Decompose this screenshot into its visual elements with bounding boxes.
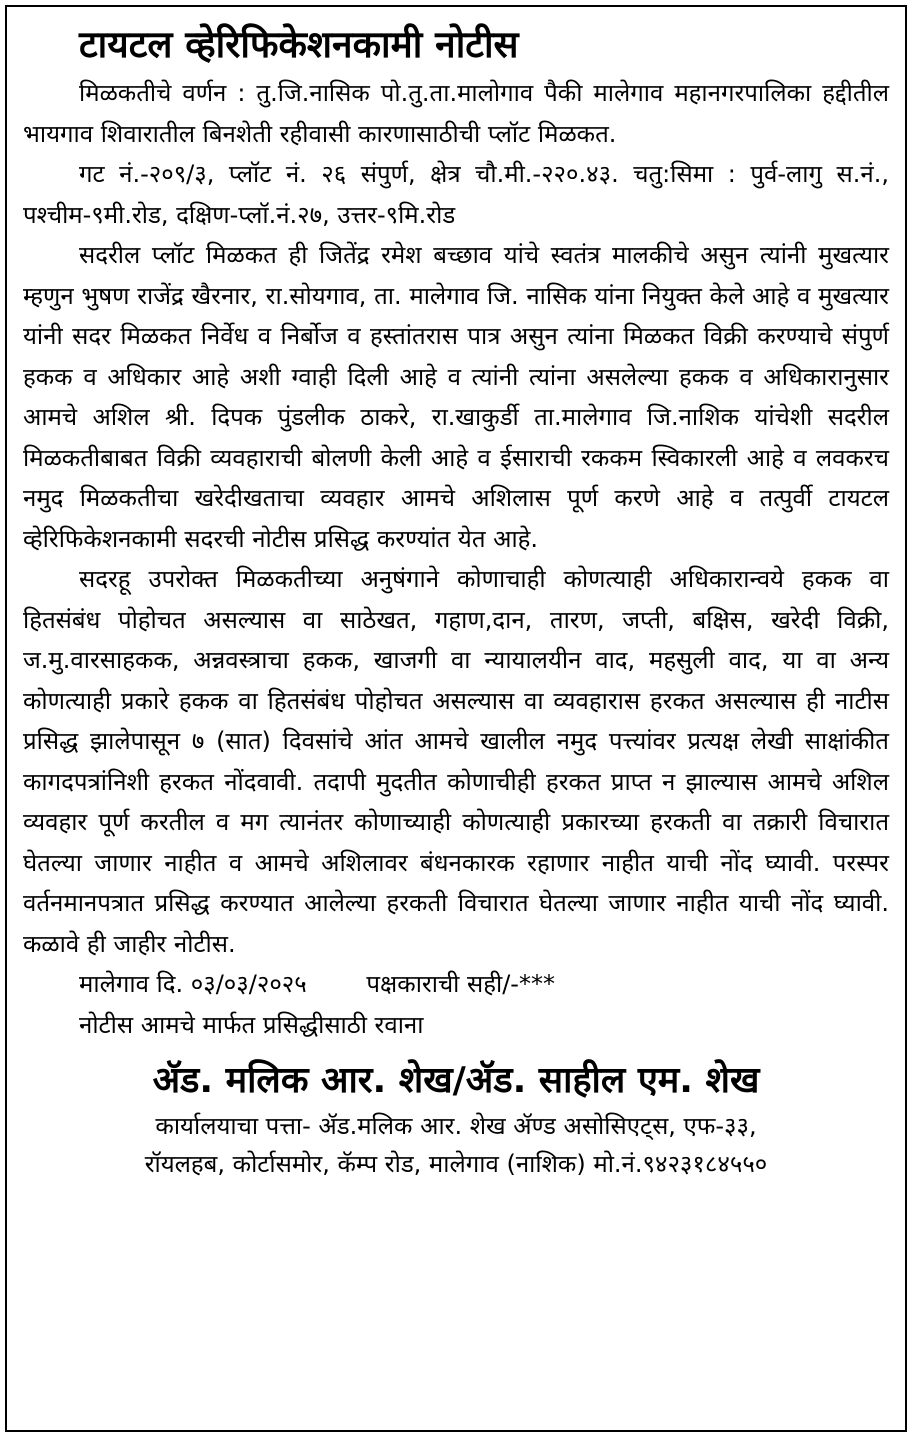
place-date: मालेगाव दि. ०३/०३/२०२५ bbox=[79, 970, 307, 998]
advocate-names: ॲड. मलिक आर. शेख/ॲड. साहील एम. शेख bbox=[152, 1060, 760, 1101]
dispatch-note: नोटीस आमचे मार्फत प्रसिद्धीसाठी रवाना bbox=[79, 1010, 424, 1039]
property-description: मिळकतीचे वर्णन : तु.जि.नासिक पो.तु.ता.मालोगाव पैकी मालेगाव महानगरपालिका हद्दीतील भायगाव शिवारातील बिनशेती रहीवासी कारणासाठीची प्लॉट मिळकत. bbox=[23, 79, 889, 148]
office-address-line1: कार्यालयाचा पत्ता- ॲड.मलिक आर. शेख ॲण्ड असोसिएट्स, एफ-३३, bbox=[155, 1112, 757, 1140]
public-notice bbox=[5, 5, 907, 1432]
plot-details: गट नं.-२०९/३, प्लॉट नं. २६ संपुर्ण, क्षेत्र चौ.मी.-२२०.४३. चतु:सिमा : पुर्व-लागु स.नं., पश्चीम-९मी.रोड, दक्षिण-प्लॉ.नं.२७, उत्तर-९मि.रोड bbox=[23, 160, 889, 229]
notice-title: टायटल व्हेरिफिकेशनकामी नोटीस bbox=[79, 23, 519, 66]
office-address-line2: रॉयलहब, कोर्टासमोर, कॅम्प रोड, मालेगाव (नाशिक) मो.नं.९४२३१८४५५० bbox=[144, 1150, 768, 1178]
client-signature: पक्षकाराची सही/-*** bbox=[366, 970, 555, 998]
objection-paragraph: सदरहू उपरोक्त मिळकतीच्या अनुषंगाने कोणाचाही कोणत्याही अधिकारान्वये हकक वा हितसंबंध पोहोचत असल्यास वा साठेखत, गहाण,दान, तारण, जप्ती, बक्षिस, खरेदी विक्री, ज.मु.वारसाहकक, अन्नवस्त्राचा हकक, खाजगी वा न्यायालयीन वाद, महसुली वाद, या वा अन्य कोणत्याही प्रकारे हकक वा हितसंबंध पोहोचत असल्यास वा व्यवहारास हरकत असल्यास ही नाटीस प्रसिद्ध झालेपासून ७ (सात) दिवसांचे आंत आमचे खालील नमुद पत्त्यांवर प्रत्यक्ष लेखी साक्षांकीत कागदपत्रांनिशी हरकत नोंदवावी. तदापी मुदतीत कोणाचीही हरकत प्राप्त न झाल्यास आमचे अशिल व्यवहार पूर्ण करतील व मग त्यानंतर कोणाच्याही कोणत्याही प्रकारच्या हरकती वा तक्रारी विचारात घेतल्या जाणार नाहीत व आमचे अशिलावर बंधनकारक रहाणार नाहीत याची नोंद घ्यावी. परस्पर वर्तनमानपत्रात प्रसिद्ध करण्यात आलेल्या हरकती विचारात घेतल्या जाणार नाहीत याची नोंद घ्यावी. कळावे ही जाहीर नोटीस. bbox=[23, 565, 889, 958]
ownership-paragraph: सदरील प्लॉट मिळकत ही जितेंद्र रमेश बच्छाव यांचे स्वतंत्र मालकीचे असुन त्यांनी मुखत्यार म्हणुन भुषण राजेंद्र खैरनार, रा.सोयगाव, ता. मालेगाव जि. नासिक यांना नियुक्त केले आहे व मुखत्यार यांनी सदर मिळकत निर्वेध व निर्बोज व हस्तांतरास पात्र असुन त्यांना मिळकत विक्री करण्याचे संपुर्ण हकक व अधिकार आहे अशी ग्वाही दिली आहे व त्यांनी त्यांना असलेल्या हकक व अधिकारानुसार आमचे अशिल श्री. दिपक पुंडलीक ठाकरे, रा.खाकुर्डी ता.मालेगाव जि.नाशिक यांचेशी सदरील मिळकतीबाबत विक्री व्यवहाराची बोलणी केली आहे व ईसाराची रककम स्विकारली आहे व लवकरच नमुद मिळकतीचा खरेदीखताचा व्यवहार आमचे अशिलास पूर्ण करणे आहे व तत्पुर्वी टायटल व्हेरिफिकेशनकामी सदरची नोटीस प्रसिद्ध करण्यांत येत आहे. bbox=[23, 241, 889, 553]
place-date-line bbox=[23, 964, 889, 1005]
